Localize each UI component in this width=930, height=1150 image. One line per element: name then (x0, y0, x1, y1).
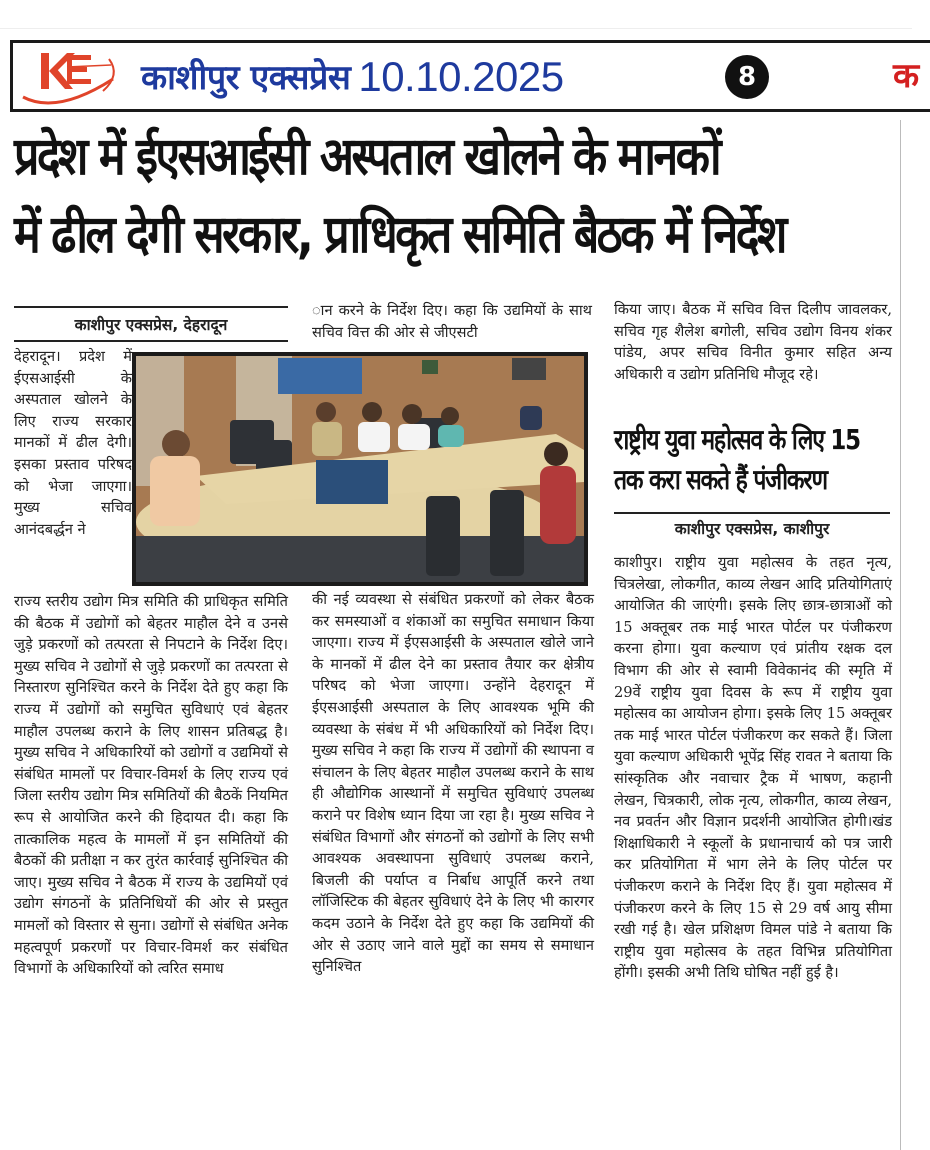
top-rule (0, 28, 912, 29)
main-headline-line-1: प्रदेश में ईएसआईसी अस्पताल खोलने के मानकों (14, 127, 719, 187)
article2-headline-line-1: राष्ट्रीय युवा महोत्सव के लिए 15 (614, 423, 860, 456)
article1-column-2 (312, 589, 594, 978)
newspaper-logo-icon (17, 45, 121, 109)
article2-byline: काशीपुर एक्सप्रेस, काशीपुर (614, 512, 890, 542)
article1-col2-top-text: ान करने के निर्देश दिए। कहा कि उद्यमियों के साथ सचिव वित्त की ओर से जीएसटी (312, 302, 592, 341)
article1-intro-text: देहरादून। प्रदेश में ईएसआईसी के अस्पताल खोलने के लिए राज्य सरकार मानकों में ढील देगी। इसका प्रस्ताव परिषद को भेजा जाएगा। मुख्य सचिव आनंदबर्द्धन ने (14, 348, 132, 538)
page-number-badge: 8 (725, 55, 769, 99)
meeting-room-illustration (136, 356, 584, 582)
article2-body-text: काशीपुर। राष्ट्रीय युवा महोत्सव के तहत नृत्य, चित्रलेखा, लोकगीत, काव्य लेखन आदि प्रतियोगिताएं आयोजित की जाएंगी। इसके लिए छात्र-छात्राओं को 15 अक्तूबर तक माई भारत पोर्टल पर पंजीकरण करना होगा। युवा कल्याण एवं प्रांतीय रक्षक दल विभाग की ओर से स्वामी विवेकानंद की स्मृति में 29वें राष्ट्रीय युवा दिवस के रूप में राष्ट्रीय युवा महोत्सव का आयोजन होगा। इसके लिए 15 अक्तूबर तक माई भारत पोर्टल पंजीकरण कर सकते हैं। जिला युवा कल्याण अधिकारी भूपेंद्र सिंह रावत ने बताया कि सांस्कृतिक और नवाचार ट्रैक में भाषण, कहानी लेखन, चित्रकारी, लोक नृत्य, लोकगीत, काव्य लेखन, नव प्रवर्तन और विज्ञान प्रदर्शनी आयोजित होगी।खंड शिक्षाधिकारी ने स्कूलों के प्रधानाचार्य को पत्र जारी कर प्रतियोगिता में भाग लेने के लिए पोर्टल पर पंजीकरण कराने के निर्देश दिए हैं। युवा महोत्सव में पंजीकरण करने के लिए 15 से 29 वर्ष आयु सीमा रखी गई है। खेल प्रशिक्षण विमल पांडे ने बताया कि राष्ट्रीय युवा महोत्सव के तहत विभिन्न प्रतियोगिता होंगी। इसकी अभी तिथि घोषित नहीं हुई है। (614, 554, 892, 982)
adjacent-column-edge (900, 120, 912, 1150)
article2-headline (614, 420, 860, 500)
article1-column-3 (614, 299, 892, 385)
masthead (10, 40, 930, 112)
newspaper-brand (141, 51, 564, 99)
brand-name: काशीपुर एक्सप्रेस (141, 58, 351, 98)
article2-body (614, 552, 892, 984)
article1-column-1 (14, 591, 288, 980)
main-headline-line-2: में ढील देगी सरकार, प्राधिकृत समिति बैठक में निर्देश (14, 205, 785, 265)
article1-col2-top (312, 300, 592, 343)
meeting-photo-image (136, 356, 584, 582)
article1-column-2-text: की नई व्यवस्था से संबंधित प्रकरणों को लेकर बैठक कर समस्याओं व शंकाओं का समुचित समाधान किया जाएगा। राज्य में ईएसआईसी के अस्पताल खोले जाने के मानकों में ढील देने का प्रस्ताव तैयार कर क्षेत्रीय परिषद को भेजा जाएगा। उन्होंने देहरादून में ईएसआईसी अस्पताल के लिए आवश्यक भूमि की व्यवस्था के संबंध में भी अधिकारियों को निर्देश दिए। मुख्य सचिव ने कहा कि राज्य में उद्योगों की स्थापना व संचालन के लिए बेहतर माहौल उपलब्ध कराने के साथ ही औद्योगिक आस्थानों में समुचित सुविधाएं उपलब्ध कराने पर विशेष ध्यान दिया जा रहा है। मुख्य सचिव ने संबंधित विभागों और संगठनों को उद्योगों के लिए सभी आवश्यक अवस्थापना सुविधाएं उपलब्ध कराने, बिजली की पर्याप्त व निर्बाध आपूर्ति करने तथा लॉजिस्टिक की बेहतर सुविधाएं देने के लिए भी कारगर कदम उठाने के निर्देश देते हुए कहा कि उद्यमियों की ओर से उठाए जाने वाले मुद्दों का समय से समाधान सुनिश्चित (312, 591, 594, 976)
article2-headline-line-2: तक करा सकते हैं पंजीकरण (614, 463, 827, 496)
main-headline (14, 118, 785, 274)
article1-column-3-text: किया जाए। बैठक में सचिव वित्त दिलीप जावलकर, सचिव गृह शैलेश बगोली, सचिव उद्योग विनय शंकर पांडेय, अपर सचिव विनीत कुमार सहित अन्य अधिकारी व उद्योग प्रतिनिधि मौजूद रहे। (614, 301, 892, 383)
article1-intro (14, 346, 132, 540)
issue-date: 10.10.2025 (358, 53, 564, 100)
article1-column-1-text: राज्य स्तरीय उद्योग मित्र समिति की प्राधिकृत समिति की बैठक में उद्योगों को बेहतर माहौल देने व उनसे जुड़े प्रकरणों को तत्परता से निपटाने के निर्देश दिए। मुख्य सचिव ने उद्योगों से जुड़े प्रकरणों का तत्परता से निस्तारण सुनिश्चित करने के निर्देश देते हुए कहा कि राज्य में उद्योगों को समुचित सुविधाएं एवं बेहतर माहौल उपलब्ध कराने के लिए शासन प्रतिबद्ध है। मुख्य सचिव ने अधिकारियों को उद्योगों व उद्यमियों से संबंधित मामलों पर विचार-विमर्श के लिए राज्य एवं जिला स्तरीय उद्योग मित्र समितियों की बैठकें नियमित रूप से आयोजित करने की हिदायत दी। कहा कि तात्कालिक महत्व के मामलों में इन समितियों की बैठकों की प्रतीक्षा न कर तुरंत कार्रवाई सुनिश्चित की जाए। मुख्य सचिव ने बैठक में राज्य के उद्यमियों एवं उद्योग संगठनों के प्रतिनिधियों की ओर से प्रस्तुत मामलों को विस्तार से सुना। उद्योगों से संबंधित अनेक महत्वपूर्ण प्रकरणों पर विचार-विमर्श कर संबंधित विभागों के अधिकारियों को त्वरित समाध (14, 593, 288, 978)
masthead-edge-text: क (893, 56, 920, 96)
article1-byline: काशीपुर एक्सप्रेस, देहरादून (14, 306, 288, 342)
meeting-photo (132, 352, 588, 586)
